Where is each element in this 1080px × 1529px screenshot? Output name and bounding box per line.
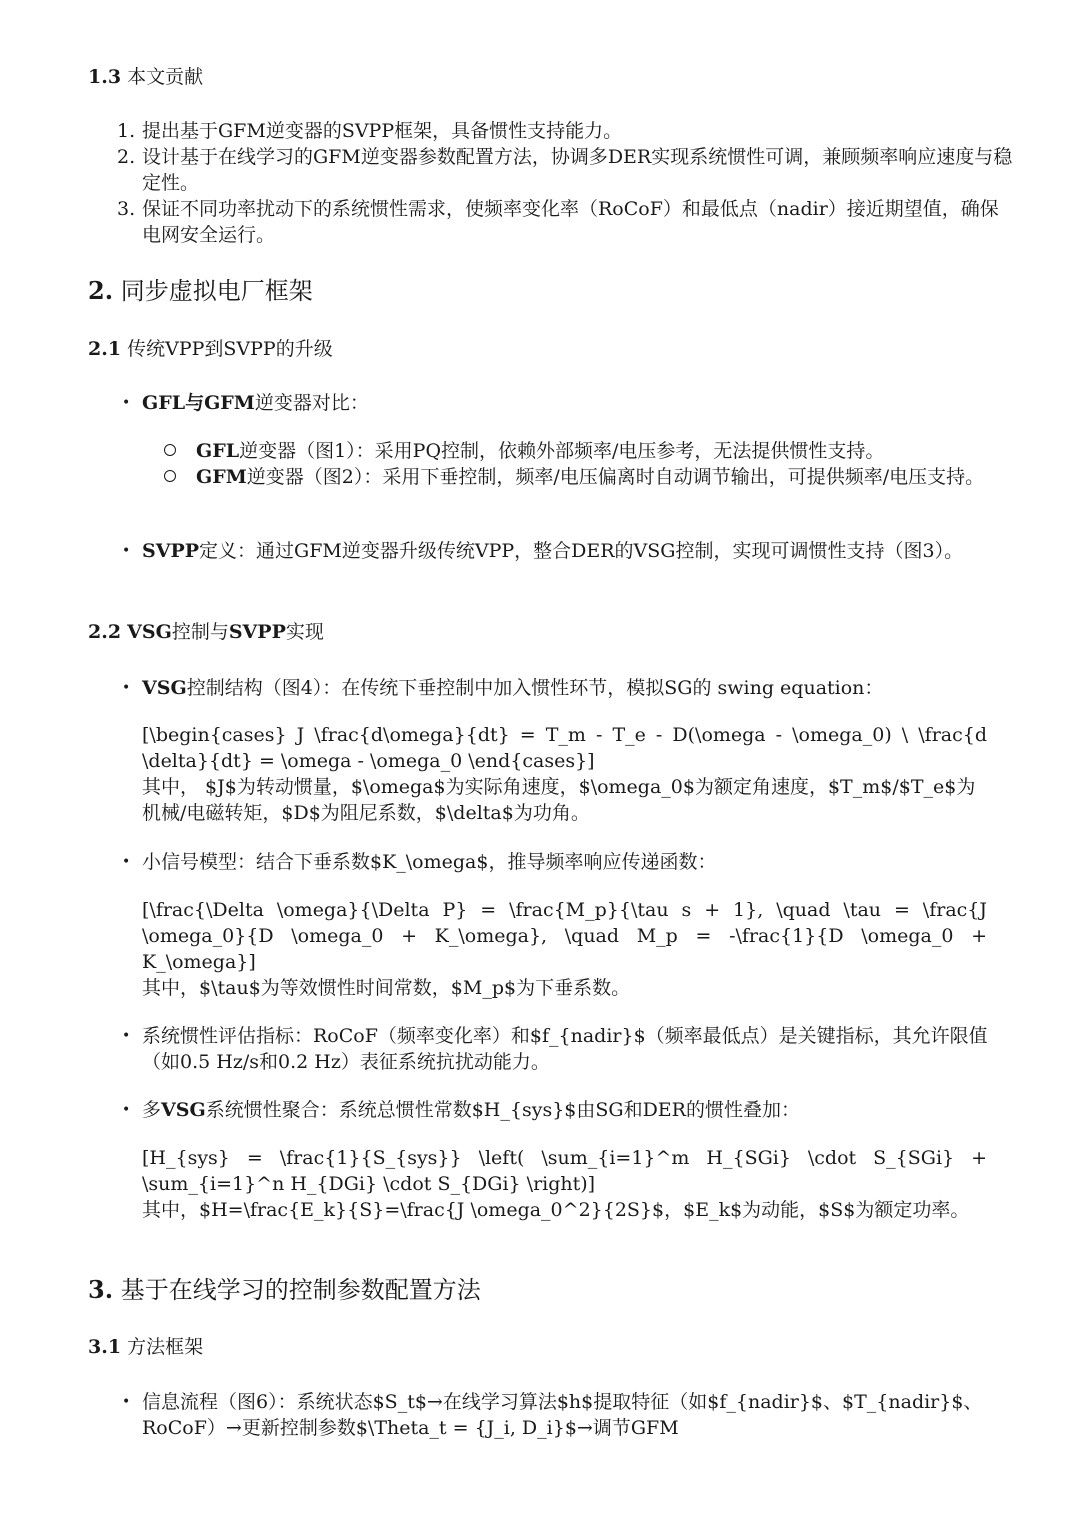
bullet-multi-vsg: • 多VSG系统惯性聚合：系统总惯性常数$H_{sys}$由SG和DER的惯性叠加：	[122, 1099, 800, 1121]
bullet-vsg-structure: • VSG控制结构（图4）：在传统下垂控制中加入惯性环节，模拟SG的 swing equation：	[122, 677, 884, 699]
subbullet-gfm: GFM逆变器（图2）：采用下垂控制，频率/电压偏离时自动调节输出，可提供频率/电压支持。	[164, 464, 994, 490]
bullet-info-flow: • 信息流程（图6）：系统状态$S_t$→在线学习算法$h$提取特征（如$f_{nadir}$、$T_{nadir}$、RoCoF）→更新控制参数$\Theta_t = {J_i, D_i}$→调节GFM	[122, 1391, 983, 1439]
circle-bullet-icon	[164, 444, 176, 456]
list-item: 2. 设计基于在线学习的GFM逆变器参数配置方法，协调多DER实现系统惯性可调，兼顾频率响应速度与稳定性。	[117, 146, 1013, 194]
equation-note: 其中，$H=\frac{E_k}{S}=\frac{J \omega_0^2}{2S}$，$E_k$为动能，$S$为额定功率。	[142, 1199, 970, 1221]
bullet-dot: •	[122, 854, 131, 870]
circle-bullet-icon	[164, 470, 176, 482]
section-heading-2: 2. 同步虚拟电厂框架	[88, 276, 313, 305]
equation-note: 其中，$\tau$为等效惯性时间常数，$M_p$为下垂系数。	[142, 977, 631, 999]
subbullet-gfl: GFL逆变器（图1）：采用PQ控制，依赖外部频率/电压参考，无法提供惯性支持。	[164, 438, 994, 464]
bullet-dot: •	[122, 680, 131, 696]
section-heading-2-2: 2.2 VSG控制与SVPP实现	[88, 621, 324, 643]
bullet-dot: •	[122, 543, 131, 559]
contribution-list	[117, 118, 1017, 248]
equation-note: 其中， $J$为转动惯量，$\omega$为实际角速度，$\omega_0$为额定角速度，$T_m$/$T_e$为机械/电磁转矩，$D$为阻尼系数，$\delta$为功角。	[142, 776, 976, 824]
section-heading-3-1: 3.1 方法框架	[88, 1336, 204, 1358]
equation-transfer: [\frac{\Delta \omega}{\Delta P} = \frac{M_p}{\tau s + 1}, \quad \tau = \frac{J \omega_0}{D \omega_0 + K_\omega}, \quad M_p = -\frac{1}{D \omega_0 + K_\omega}]	[142, 899, 987, 973]
bullet-dot: •	[122, 1102, 131, 1118]
bullet-dot: •	[122, 395, 131, 411]
list-item: 1. 提出基于GFM逆变器的SVPP框架，具备惯性支持能力。	[117, 120, 623, 142]
section-heading-1-3: 1.3 本文贡献	[88, 66, 204, 88]
equation-swing: [\begin{cases} J \frac{d\omega}{dt} = T_m - T_e - D(\omega - \omega_0) \ \frac{d \delta}{dt} = \omega - \omega_0 \end{cases}]	[142, 724, 987, 772]
section-heading-2-1: 2.1 传统VPP到SVPP的升级	[88, 338, 333, 360]
bullet-svpp-definition: • SVPP定义：通过GFM逆变器升级传统VPP，整合DER的VSG控制，实现可调惯性支持（图3）。	[122, 540, 964, 562]
bullet-inertia-eval: • 系统惯性评估指标：RoCoF（频率变化率）和$f_{nadir}$（频率最低点）是关键指标，其允许限值（如0.5 Hz/s和0.2 Hz）表征系统抗扰动能力。	[122, 1025, 988, 1073]
section-heading-3: 3. 基于在线学习的控制参数配置方法	[88, 1275, 481, 1304]
list-item: 3. 保证不同功率扰动下的系统惯性需求，使频率变化率（RoCoF）和最低点（nadir）接近期望值，确保电网安全运行。	[117, 198, 999, 246]
bullet-dot: •	[122, 1028, 131, 1044]
bullet-small-signal: • 小信号模型：结合下垂系数$K_\omega$，推导频率响应传递函数：	[122, 851, 717, 873]
bullet-gfl-gfm: • GFL与GFM逆变器对比：	[122, 392, 369, 414]
bullet-dot: •	[122, 1394, 131, 1410]
equation-inertia-sum: [H_{sys} = \frac{1}{S_{sys}} \left( \sum_{i=1}^m H_{SGi} \cdot S_{SGi} + \sum_{i=1}^n H_{DGi} \cdot S_{DGi} \right)]	[142, 1147, 987, 1195]
